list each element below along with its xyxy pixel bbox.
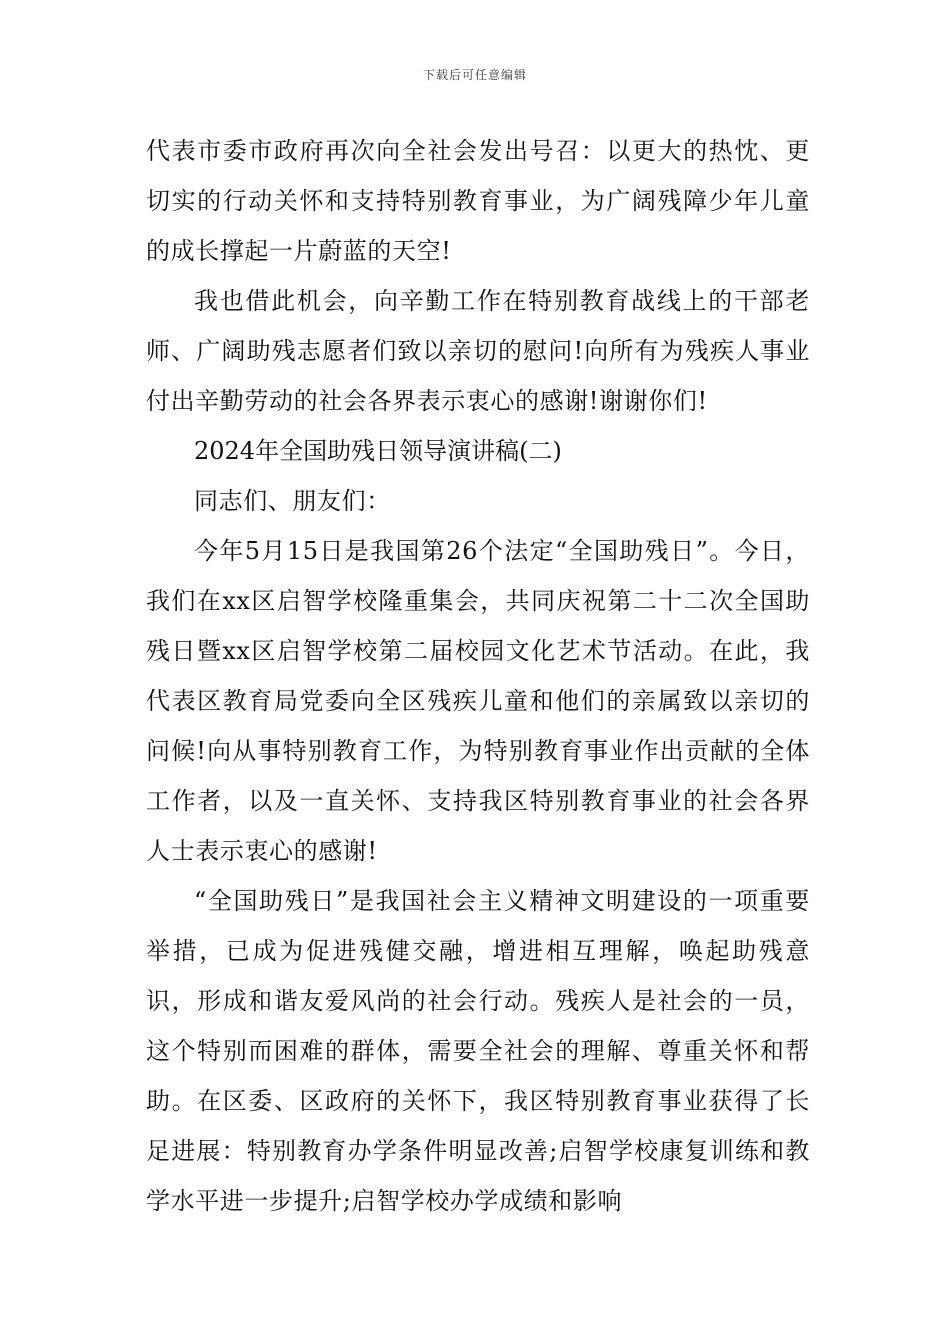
- paragraph-significance: “全国助残日”是我国社会主义精神文明建设的一项重要举措，已成为促进残健交融，增进相互理解，唤起助残意识，形成和谐友爱风尚的社会行动。残疾人是社会的一员，这个特别而困难的群体，需要全社会的理解、尊重关怀和帮助。在区委、区政府的关怀下，我区特别教育事业获得了长足进展：特别教育办学条件明显改善;启智学校康复训练和教学水平进一步提升;启智学校办学成绩和影响: [146, 887, 810, 1215]
- paragraph-closing-appeal: 代表市委市政府再次向全社会发出号召：以更大的热忱、更切实的行动关怀和支持特别教育事业，为广阔残障少年儿童的成长撑起一片蔚蓝的天空!: [146, 137, 810, 265]
- document-body: [146, 126, 810, 1226]
- paragraph-thanks: 我也借此机会，向辛勤工作在特别教育战线上的干部老师、广阔助残志愿者们致以亲切的慰问!向所有为残疾人事业付出辛勤劳动的社会各界表示衷心的感谢!谢谢你们!: [146, 287, 810, 415]
- speech-title: 2024年全国助残日领导演讲稿(二): [194, 437, 562, 465]
- page-header-note: 下载后可任意编辑: [422, 68, 527, 82]
- salutation: 同志们、朋友们：: [194, 487, 391, 515]
- paragraph-opening: 今年5月15日是我国第26个法定“全国助残日”。今日，我们在xx区启智学校隆重集会，共同庆祝第二十二次全国助残日暨xx区启智学校第二届校园文化艺术节活动。在此，我代表区教育局党委向全区残疾儿童和他们的亲属致以亲切的问候!向从事特别教育工作，为特别教育事业作出贡献的全体工作者，以及一直关怀、支持我区特别教育事业的社会各界人士表示衷心的感谢!: [146, 537, 810, 865]
